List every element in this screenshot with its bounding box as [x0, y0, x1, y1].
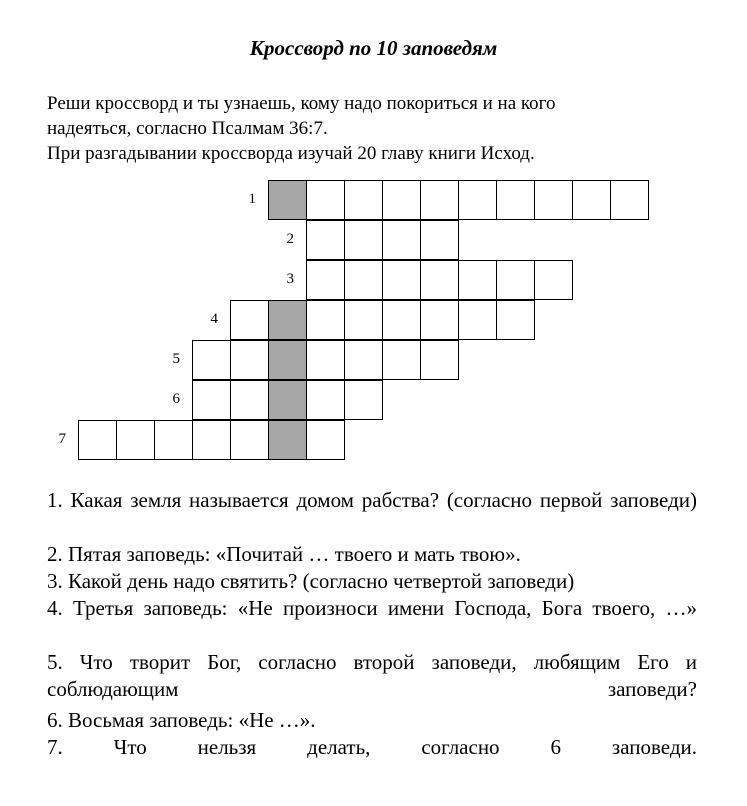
question-7: 7. Что нельзя делать, согласно 6 заповеди.: [47, 735, 697, 759]
question-2: 2. Пятая заповедь: «Почитай … твоего и мать твою».: [47, 542, 521, 566]
row-number-4: 4: [210, 311, 218, 327]
crossword-cell[interactable]: [572, 180, 611, 220]
crossword-cell[interactable]: [230, 380, 269, 420]
page-title: Кроссворд по 10 заповедям: [249, 36, 498, 60]
crossword-cell[interactable]: [192, 420, 231, 460]
crossword-cell[interactable]: [116, 420, 155, 460]
crossword-cell[interactable]: [192, 340, 231, 380]
crossword-cell[interactable]: [78, 420, 117, 460]
row-number-1: 1: [248, 191, 256, 207]
crossword-cell[interactable]: [534, 260, 573, 300]
intro-line-2: надеяться, согласно Псалмам 36:7.: [47, 118, 328, 139]
crossword-cell[interactable]: [382, 260, 421, 300]
crossword-cell[interactable]: [344, 260, 383, 300]
crossword-cell[interactable]: [420, 340, 459, 380]
key-cell[interactable]: [268, 380, 307, 420]
crossword-cell[interactable]: [344, 220, 383, 260]
crossword-cell[interactable]: [306, 220, 345, 260]
row-number-3: 3: [286, 271, 294, 287]
crossword-cell[interactable]: [458, 300, 497, 340]
crossword-cell[interactable]: [154, 420, 193, 460]
crossword-cell[interactable]: [382, 180, 421, 220]
crossword-cell[interactable]: [382, 340, 421, 380]
crossword-cell[interactable]: [496, 300, 535, 340]
key-cell[interactable]: [268, 340, 307, 380]
crossword-cell[interactable]: [344, 380, 383, 420]
crossword-cell[interactable]: [534, 180, 573, 220]
crossword-cell[interactable]: [420, 220, 459, 260]
crossword-cell[interactable]: [458, 180, 497, 220]
crossword-cell[interactable]: [610, 180, 649, 220]
crossword-cell[interactable]: [192, 380, 231, 420]
crossword-cell[interactable]: [382, 220, 421, 260]
crossword-cell[interactable]: [306, 180, 345, 220]
key-cell[interactable]: [268, 180, 307, 220]
question-1: [47, 487, 697, 514]
crossword-cell[interactable]: [344, 300, 383, 340]
row-number-5: 5: [172, 351, 180, 367]
row-number-6: 6: [172, 391, 180, 407]
crossword-cell[interactable]: [306, 420, 345, 460]
crossword-cell[interactable]: [230, 420, 269, 460]
crossword-cell[interactable]: [306, 340, 345, 380]
crossword-cell[interactable]: [306, 300, 345, 340]
key-cell[interactable]: [268, 300, 307, 340]
row-number-7: 7: [58, 431, 66, 447]
question-1-text: 1. Какая земля называется домом рабства? (согласно первой заповеди): [47, 488, 697, 512]
crossword-cell[interactable]: [496, 180, 535, 220]
question-4: 4. Третья заповедь: «Не произноси имени Господа, Бога твоего, …»: [47, 596, 697, 620]
crossword-cell[interactable]: [306, 380, 345, 420]
crossword-cell[interactable]: [420, 260, 459, 300]
question-3: 3. Какой день надо святить? (согласно четвертой заповеди): [47, 569, 575, 593]
crossword-cell[interactable]: [458, 260, 497, 300]
question-5: 5. Что творит Бог, согласно второй заповеди, любящим Его и соблюдающим заповеди?: [47, 650, 697, 701]
intro-line-3: При разгадывании кроссворда изучай 20 главу книги Исход.: [47, 143, 535, 164]
crossword-cell[interactable]: [420, 180, 459, 220]
crossword-cell[interactable]: [420, 300, 459, 340]
crossword-cell[interactable]: [344, 340, 383, 380]
question-6: 6. Восьмая заповедь: «Не …».: [47, 708, 316, 732]
intro-line-1: Реши кроссворд и ты узнаешь, кому надо покориться и на кого: [47, 93, 556, 114]
row-number-2: 2: [286, 231, 294, 247]
crossword-cell[interactable]: [306, 260, 345, 300]
crossword-cell[interactable]: [230, 300, 269, 340]
crossword-cell[interactable]: [496, 260, 535, 300]
crossword-cell[interactable]: [230, 340, 269, 380]
crossword-cell[interactable]: [344, 180, 383, 220]
crossword-cell[interactable]: [382, 300, 421, 340]
key-cell[interactable]: [268, 420, 307, 460]
